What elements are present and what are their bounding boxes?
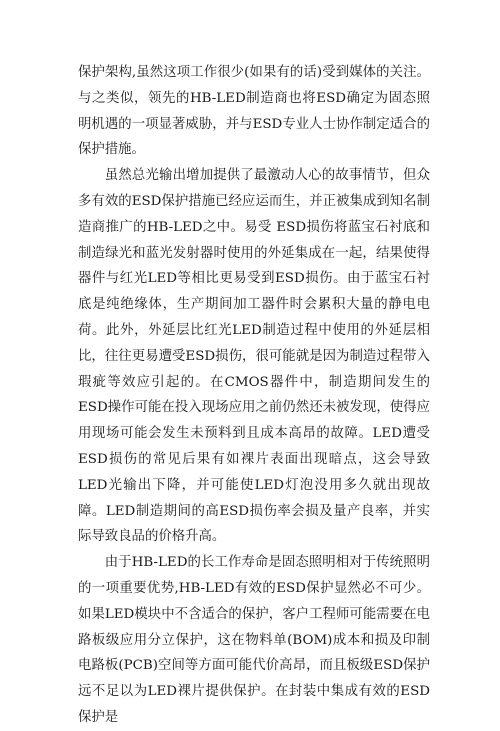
paragraph-3: 由于HB-LED的长工作寿命是固态照明相对于传统照明的一项重要优势,HB-LED有效的ESD保护显然必不可少。如果LED模块中不含适合的保护，客户工程师可能需要在电路板级应用分立保护，这在物料单(BOM)成本和损及印制电路板(PCB)空间等方面可能代价高昂，而且板级ESD保护远不足以为LED裸片提供保护。在封装中集成有效的ESD保护是: [78, 555, 430, 725]
paragraph-1: 保护架构,虽然这项工作很少(如果有的话)受到媒体的关注。与之类似，领先的HB-LED制造商也将ESD确定为固态照明机遇的一项显著威胁，并与ESD专业人士协作制定适合的保护措施。: [78, 65, 430, 158]
paragraph-2: 虽然总光输出增加提供了最激动人心的故事情节，但众多有效的ESD保护措施已经应运而生，并正被集成到知名制造商推广的HB-LED之中。易受 ESD损伤将蓝宝石衬底和制造绿光和蓝光发射器时使用的外延集成在一起，结果使得器件与红光LED等相比更易受到ESD损伤。由于蓝宝石衬底是纯绝缘体，生产期间加工器件时会累积大量的静电电荷。此外，外延层比红光LED制造过程中使用的外延层相比，往往更易遭受ESD损伤，很可能就是因为制造过程带入瑕疵等效应引起的。在CMOS器件中，制造期间发生的ESD操作可能在投入现场应用之前仍然还未被发现，使得应用现场可能会发生未预料到且成本高昂的故障。LED遭受ESD损伤的常见后果有如裸片表面出现暗点，这会导致LED光输出下降，并可能使LED灯泡没用多久就出现故障。LED制造期间的高ESD损伤率会损及量产良率，并实际导致良品的价格升高。: [78, 168, 430, 545]
body-text: [78, 60, 430, 731]
